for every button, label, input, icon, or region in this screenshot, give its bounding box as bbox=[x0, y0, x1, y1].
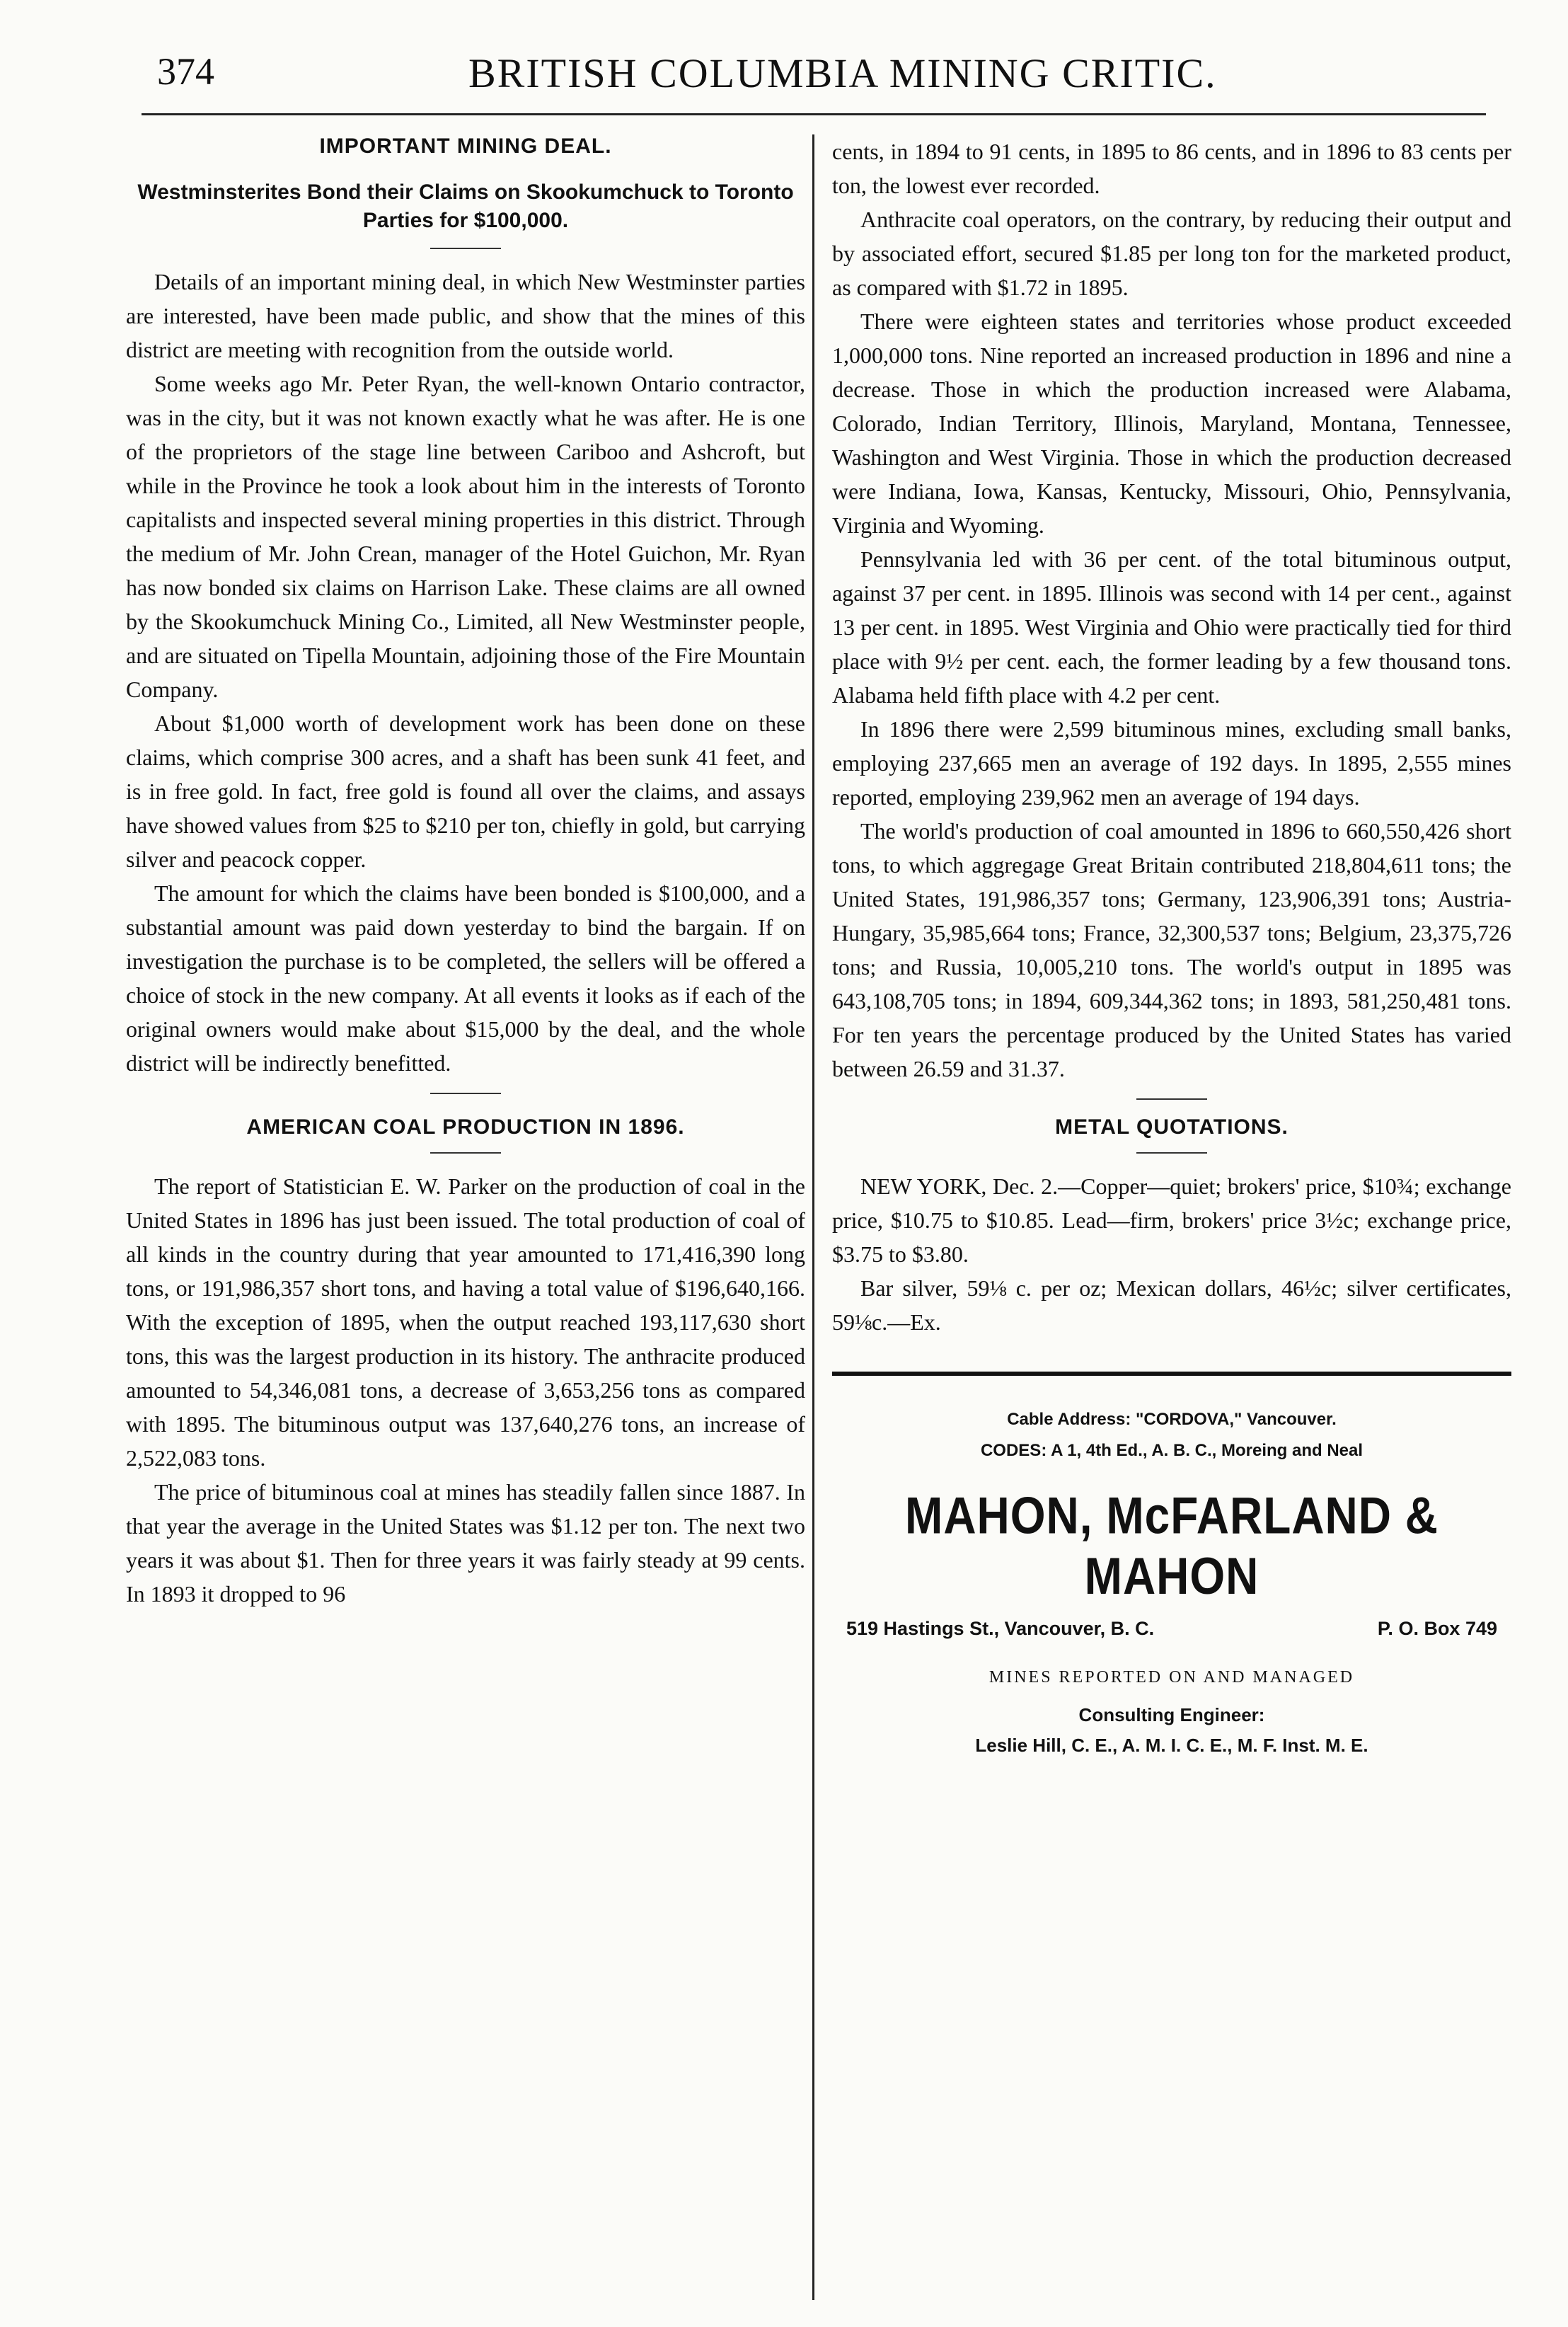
cable-address: Cable Address: "CORDOVA," Vancouver. bbox=[1007, 1410, 1337, 1429]
paragraph: The amount for which the claims have been bonded is $100,000, and a substantial amount was paid down yesterday to bind the bargain. If on investigation the purchase is to be completed, the sellers will be offered a choice of stock in the new company. At all events it looks as if each of the original owners would make about $15,000 by the deal, and the whole district will be indirectly benefitted. bbox=[126, 880, 805, 1076]
paragraph: In 1896 there were 2,599 bituminous mines, excluding small banks, employing 237,665 men an average of 192 days. In 1895, 2,555 mines reported, employing 239,962 men an average of 194 days. bbox=[832, 716, 1511, 810]
divider bbox=[1136, 1152, 1207, 1154]
engineer-label: Consulting Engineer: bbox=[1078, 1704, 1265, 1725]
divider bbox=[430, 248, 501, 249]
paragraph: Pennsylvania led with 36 per cent. of the total bituminous output, against 37 per cent. in 1895. Illinois was second with 14 per cent., against 13 per cent. in 1895. West Virginia and Ohio were practically tied for third place with 9½ per cent. each, the former leading by a few thousand tons. Alabama held fifth place with 4.2 per cent. bbox=[832, 546, 1511, 708]
article-heading: AMERICAN COAL PRODUCTION IN 1896. bbox=[246, 1115, 685, 1139]
paragraph: The world's production of coal amounted in 1896 to 660,550,426 short tons, to which aggregage Great Britain contributed 218,804,611 tons; the United States, 191,986,357 tons; Germany, 123,906,391 tons; Austria-Hungary, 35,985,664 tons; France, 32,300,537 tons; Belgium, 23,375,726 tons; and Russia, 10,005,210 tons. The world's output in 1895 was 643,108,705 tons; in 1894, 609,344,362 tons; in 1893, 581,250,481 tons. For ten years the percentage produced by the United States has varied between 26.59 and 31.37. bbox=[832, 818, 1511, 1081]
article-subheading: Westminsterites Bond their Claims on Skookumchuck to Toronto Parties for $100,000. bbox=[137, 180, 794, 232]
divider bbox=[1136, 1098, 1207, 1100]
article-coal-production-continued bbox=[832, 134, 1511, 1086]
article-metal-quotations bbox=[832, 1115, 1511, 1339]
paragraph: There were eighteen states and territories whose product exceeded 1,000,000 tons. Nine reported an increased production in 1896 and nine a decrease. Those in which the production increased were Alabama, Colorado, Indian Territory, Illinois, Maryland, Montana, Tennessee, Washington and West Virginia. Those in which the production decreased were Indiana, Iowa, Kansas, Kentucky, Missouri, Ohio, Pennsylvania, Virginia and Wyoming. bbox=[832, 309, 1511, 538]
business-card bbox=[832, 1404, 1511, 1757]
paragraph: Some weeks ago Mr. Peter Ryan, the well-known Ontario contractor, was in the city, but it was not known exactly what he was after. He is one of the proprietors of the stage line between Cariboo and Ashcroft, but while in the Province he took a look about him in the interests of Toronto capitalists and inspected several mining properties in this district. Through the medium of Mr. John Crean, manager of the Hotel Guichon, Mr. Ryan has now bonded six claims on Harrison Lake. These claims are all owned by the Skookumchuck Mining Co., Limited, all New Westminster people, and are situated on Tipella Mountain, adjoining those of the Fire Mountain Company. bbox=[126, 371, 805, 702]
street-address: 519 Hastings St., Vancouver, B. C. bbox=[846, 1618, 1155, 1639]
journal-title: BRITISH COLUMBIA MINING CRITIC. bbox=[468, 50, 1217, 96]
firm-address bbox=[846, 1618, 1497, 1640]
engineer-name: Leslie Hill, C. E., A. M. I. C. E., M. F. Inst. M. E. bbox=[975, 1735, 1368, 1756]
article-mining-deal bbox=[126, 134, 805, 1080]
paragraph: Details of an important mining deal, in which New Westminster parties are interested, have been made public, and show that the mines of this district are meeting with recognition from the outside world. bbox=[126, 269, 805, 362]
right-column bbox=[832, 134, 1511, 1757]
section-rule bbox=[832, 1372, 1511, 1376]
po-box: P. O. Box 749 bbox=[1377, 1618, 1497, 1639]
article-heading: METAL QUOTATIONS. bbox=[1055, 1115, 1289, 1139]
article-heading: IMPORTANT MINING DEAL. bbox=[319, 134, 612, 158]
firm-name: MAHON, McFARLAND & MAHON bbox=[905, 1486, 1439, 1605]
paragraph: The price of bituminous coal at mines has steadily fallen since 1887. In that year the average in the United States was $1.12 per ton. The next two years it was about $1. Then for three years it was fairly steady at 99 cents. In 1893 it dropped to 96 bbox=[126, 1479, 805, 1607]
page-header bbox=[0, 0, 1568, 106]
paragraph: The report of Statistician E. W. Parker on the production of coal in the United States in 1896 has just been issued. The total production of coal of all kinds in the country during that year amounted to 171,416,390 long tons, or 191,986,357 short tons, and having a total value of $196,640,166. With the exception of 1895, when the output reached 193,117,630 short tons, this was the largest production in its history. The anthracite produced amounted to 54,346,081 tons, a decrease of 3,653,256 tons as compared with 1895. The bituminous output was 137,640,276 tons, an increase of 2,522,083 tons. bbox=[126, 1173, 805, 1471]
paragraph: Anthracite coal operators, on the contrary, by reducing their output and by associated effort, secured $1.85 per long ton for the marketed product, as compared with $1.72 in 1895. bbox=[832, 207, 1511, 300]
paragraph: cents, in 1894 to 91 cents, in 1895 to 86 cents, and in 1896 to 83 cents per ton, the lowest ever recorded. bbox=[832, 139, 1511, 198]
article-coal-production bbox=[126, 1115, 805, 1611]
paragraph: About $1,000 worth of development work has been done on these claims, which comprise 300 acres, and a shaft has been sunk 41 feet, and is in free gold. In fact, free gold is found all over the claims, and assays have showed values from $25 to $210 per ton, chiefly in gold, but carrying silver and peacock copper. bbox=[126, 711, 805, 872]
left-column bbox=[126, 134, 805, 1611]
codes-line: CODES: A 1, 4th Ed., A. B. C., Moreing and Neal bbox=[980, 1441, 1364, 1460]
divider bbox=[430, 1093, 501, 1094]
column-divider bbox=[812, 134, 814, 2300]
paragraph: Bar silver, 59⅛ c. per oz; Mexican dollars, 46½c; silver certificates, 59⅛c.—Ex. bbox=[832, 1275, 1511, 1335]
header-rule bbox=[142, 113, 1486, 115]
services-line: MINES REPORTED ON AND MANAGED bbox=[988, 1668, 1355, 1687]
paragraph: NEW YORK, Dec. 2.—Copper—quiet; brokers' price, $10¾; exchange price, $10.75 to $10.85. Lead—firm, brokers' price 3½c; exchange price, $3.75 to $3.80. bbox=[832, 1173, 1511, 1267]
divider bbox=[430, 1152, 501, 1154]
page-number: 374 bbox=[157, 50, 214, 93]
